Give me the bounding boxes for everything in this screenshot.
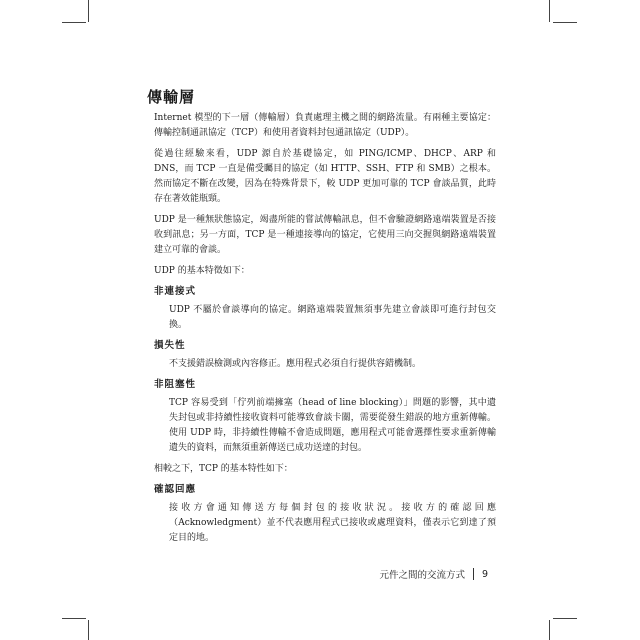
crop-mark-top-left [88, 0, 89, 22]
section-title: 傳輸層 [147, 88, 196, 106]
term-desc-non-blocking: TCP 容易受到「佇列前端擁塞（head of line blocking）」問題的影響，其中遺失封包或非持續性接收資料可能導致會談卡關，需要從發生錯誤的地方重新傳輸。使用 UDP 時，非持續性傳輸不會造成問題，應用程式可能會選擇性要求重新傳輸遺失的資料，而無須重新傳送已成功送達的封包。 [169, 398, 496, 453]
term-desc-acknowledgment: 接收方會通知傳送方每個封包的接收狀況。接收方的確認回應（Acknowledgment）並不代表應用程式已接收或處理資料，僅表示它到達了預定目的地。 [169, 503, 496, 543]
paragraph-tcp-features-lead: 相較之下，TCP 的基本特性如下： [154, 464, 293, 474]
paragraph-udp-features-lead: UDP 的基本特徵如下： [154, 266, 250, 276]
paragraph-intro: Internet 模型的下一層（傳輸層）負責處理主機之間的網路流量。有兩種主要協定：傳輸控制通訊協定（TCP）和使用者資料封包通訊協定（UDP）。 [154, 113, 496, 138]
crop-mark-bottom-left-h [62, 618, 86, 619]
crop-mark-top-left-h [62, 22, 86, 23]
crop-mark-bottom-left [88, 620, 89, 640]
footer-divider [473, 568, 474, 580]
term-title-connectionless: 非連接式 [154, 286, 197, 297]
crop-mark-bottom-right [549, 620, 550, 640]
main-content [154, 111, 496, 552]
term-title-non-blocking: 非阻塞性 [154, 379, 197, 390]
footer-chapter-title: 元件之間的交流方式 [379, 570, 465, 581]
crop-mark-top-right-h [553, 22, 577, 23]
term-title-lossy: 損失性 [154, 340, 186, 351]
term-title-acknowledgment: 確認回應 [154, 484, 197, 495]
paragraph-history: 從過往經驗來看，UDP 源自於基礎協定，如 PING/ICMP、DHCP、ARP 和 DNS，而 TCP 一直是備受矚目的協定（如 HTTP、SSH、FTP 和 SMB）之根本。然而協定不斷在改變，因為在特殊背景下，較 UDP 更加可靠的 TCP 會談品質，此時存在著效能瓶頸。 [154, 149, 496, 204]
paragraph-comparison: UDP 是一種無狀態協定，竭盡所能的嘗試傳輸訊息，但不會驗證網路遠端裝置是否接收到訊息；另一方面，TCP 是一種連接導向的協定，它使用三向交握與網路遠端裝置建立可靠的會談。 [154, 215, 496, 255]
crop-mark-top-right [549, 0, 550, 22]
page-footer [379, 567, 488, 581]
page-number: 9 [481, 568, 488, 580]
crop-mark-bottom-right-h [553, 618, 577, 619]
term-desc-connectionless: UDP 不屬於會談導向的協定。網路遠端裝置無須事先建立會談即可進行封包交換。 [169, 305, 496, 330]
term-desc-lossy: 不支援錯誤檢測或內容修正。應用程式必須自行提供容錯機制。 [169, 359, 422, 369]
